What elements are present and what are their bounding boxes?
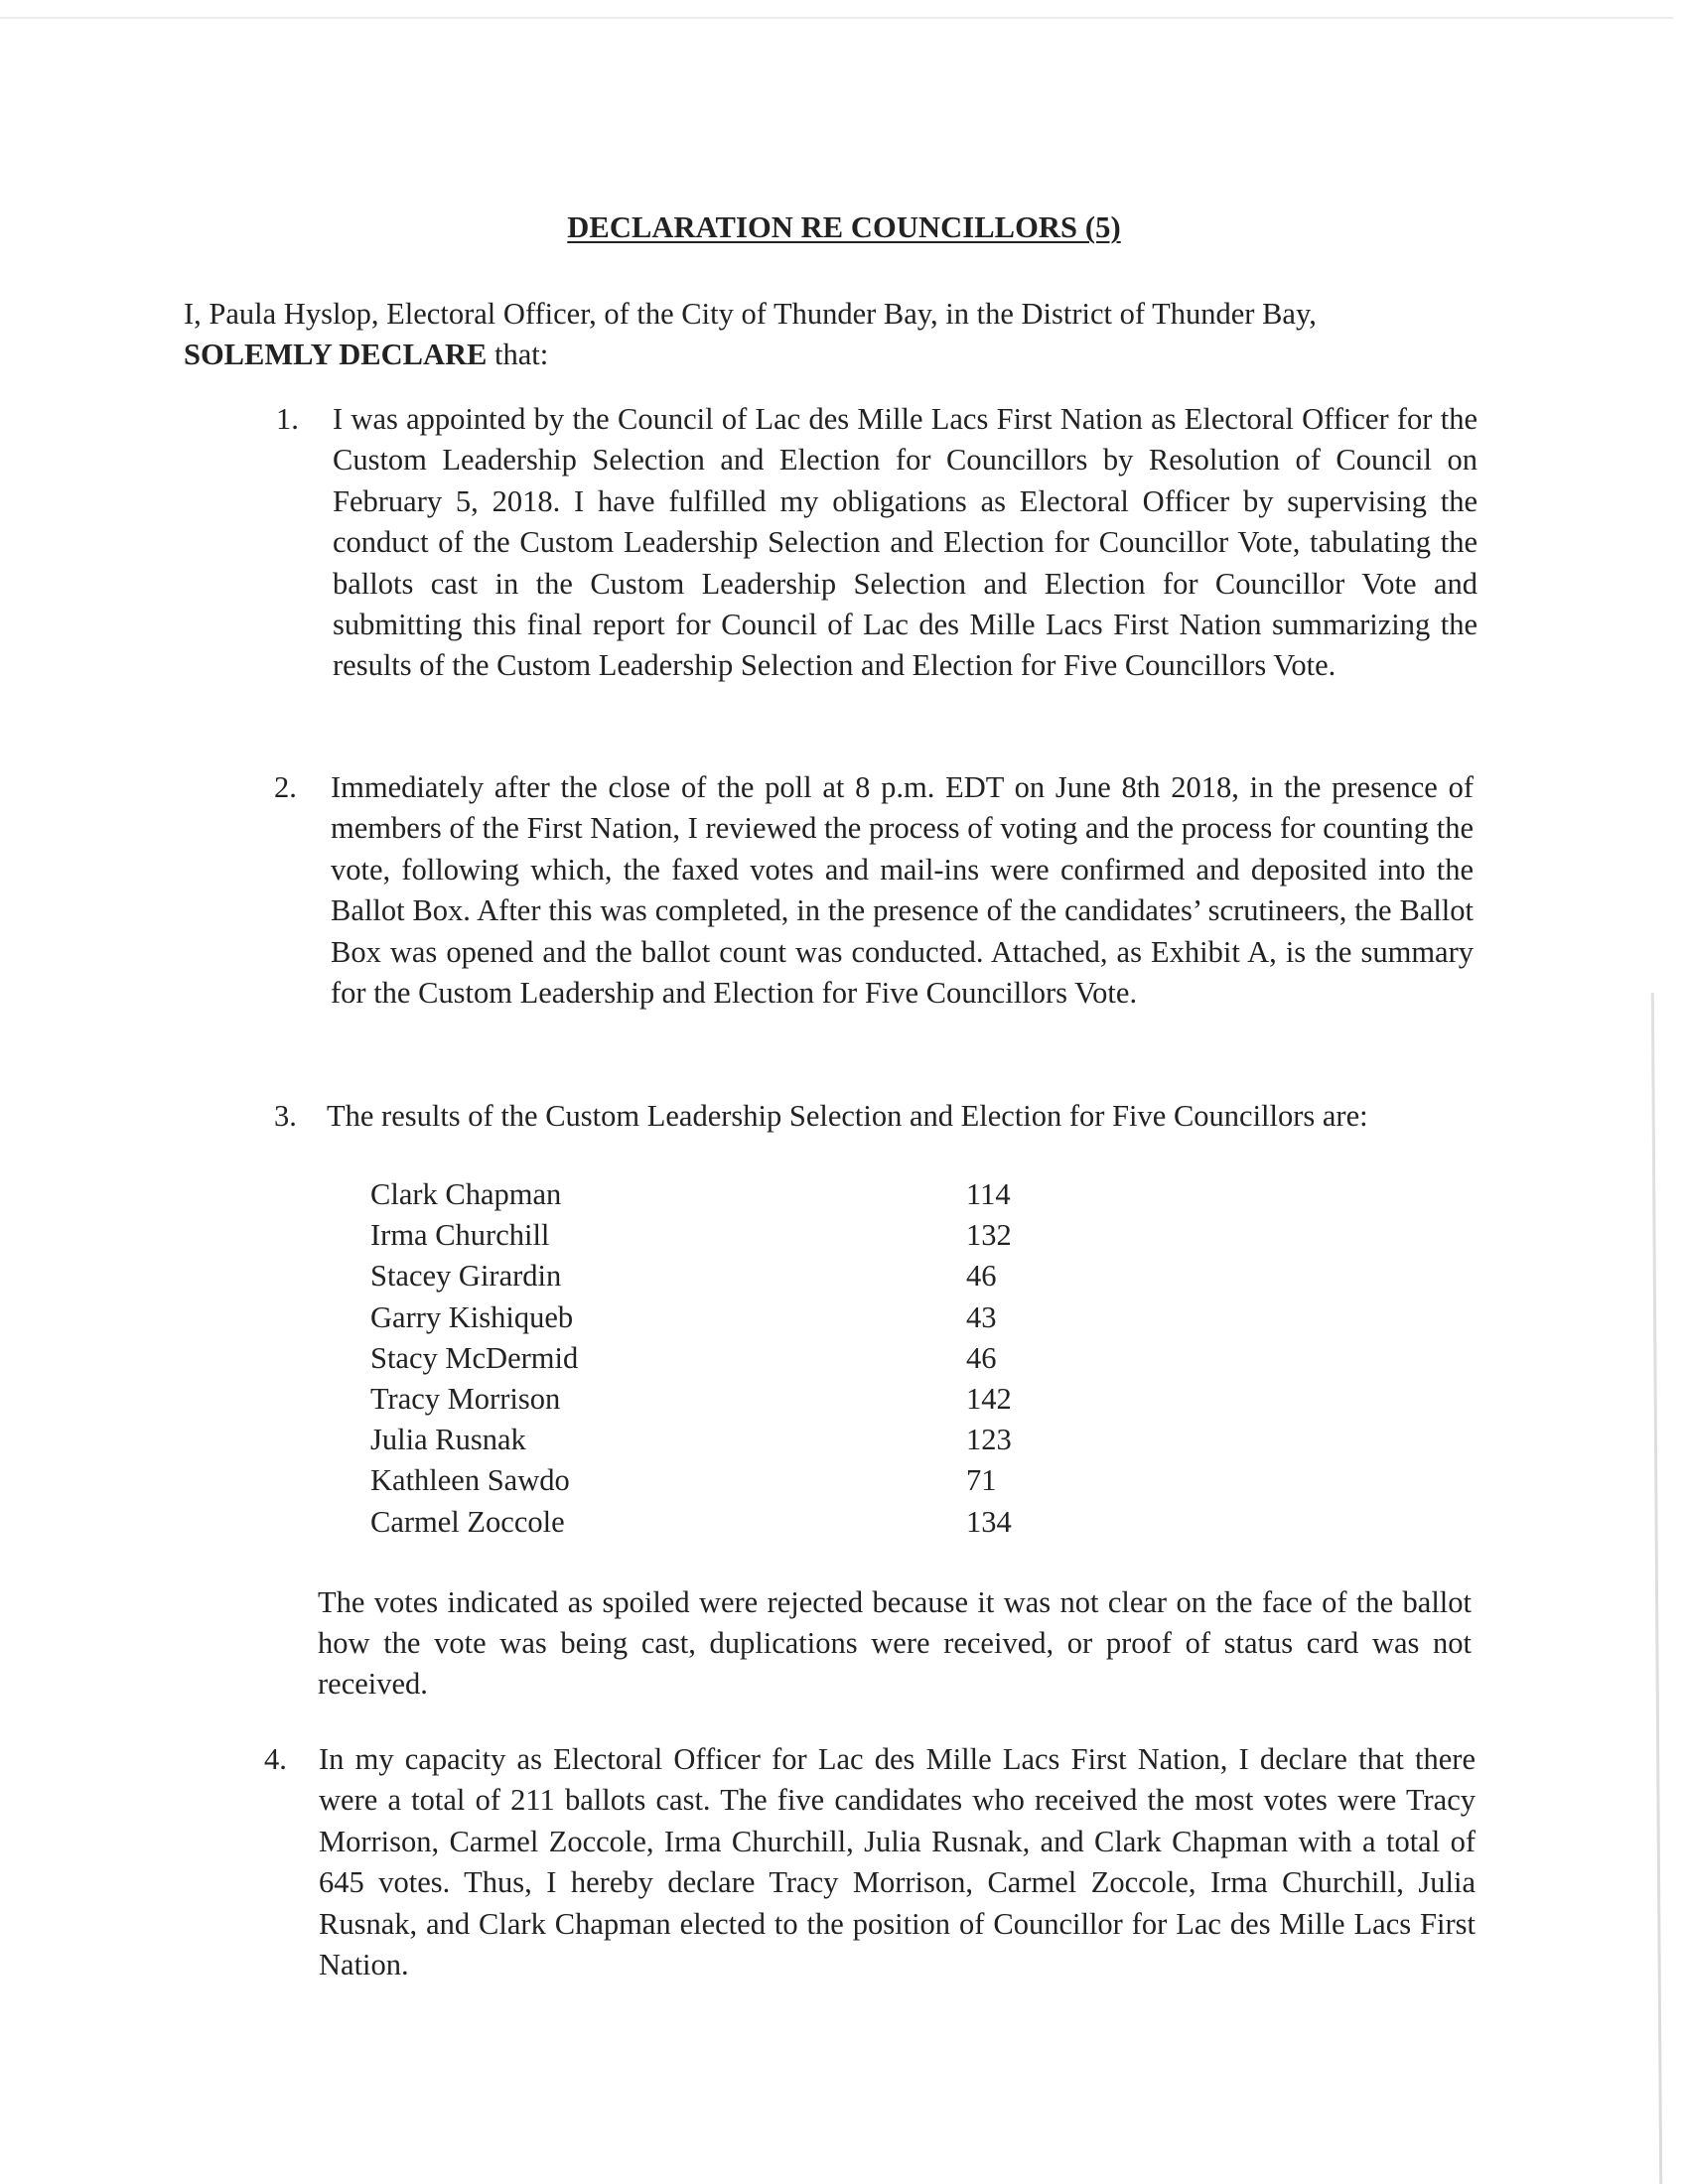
candidate-name: Stacey Girardin — [370, 1259, 562, 1294]
scan-artifact-right-line — [1651, 993, 1662, 2184]
spoiled-votes-note: The votes indicated as spoiled were rejected because it was not clear on the face of the ballot how the vote was being cast, duplications were received, or proof of status card was not received. — [318, 1585, 1472, 1701]
declare-line — [184, 335, 1475, 375]
item-number: 4. — [264, 1742, 287, 1776]
results-row — [370, 1215, 1065, 1256]
candidate-votes: 114 — [966, 1177, 1011, 1211]
results-table — [370, 1174, 1065, 1543]
intro-text: I, Paula Hyslop, Electoral Officer, of the City of Thunder Bay, in the District of Thunder Bay, — [184, 297, 1317, 331]
solemnly-declare: SOLEMLY DECLARE — [184, 338, 488, 371]
numbered-item-4 — [264, 1739, 1476, 1985]
numbered-item-1 — [276, 399, 1477, 687]
results-row — [370, 1460, 1065, 1501]
candidate-votes: 46 — [966, 1259, 997, 1294]
numbered-item-3 — [274, 1096, 1474, 1137]
results-row — [370, 1256, 1065, 1297]
results-row — [370, 1502, 1065, 1543]
candidate-name: Kathleen Sawdo — [370, 1463, 570, 1498]
results-row — [370, 1420, 1065, 1460]
item-text: The results of the Custom Leadership Selection and Election for Five Councillors are: — [327, 1099, 1368, 1133]
intro-paragraph — [184, 294, 1475, 375]
candidate-name: Tracy Morrison — [370, 1381, 561, 1416]
candidate-votes: 134 — [966, 1504, 1012, 1539]
candidate-votes: 123 — [966, 1423, 1012, 1457]
item-number: 1. — [276, 402, 299, 436]
item-text: In my capacity as Electoral Officer for Lac des Mille Lacs First Nation, I declare that there were a total of 211 ballots cast. The five candidates who received the most votes were Tracy Morrison, Carmel Zoccole, Irma Churchill, Julia Rusnak, and Clark Chapman with a total of 645 votes. Thus, I hereby declare Tracy Morrison, Carmel Zoccole, Irma Churchill, Julia Rusnak, and Clark Chapman elected to the position of Councillor for Lac des Mille Lacs First Nation. — [319, 1742, 1476, 1982]
item-number: 2. — [274, 770, 297, 804]
results-row — [370, 1379, 1065, 1420]
item-text: I was appointed by the Council of Lac des Mille Lacs First Nation as Electoral Officer for the Custom Leadership Selection and Election for Councillors by Resolution of Council on February 5, 2018. I have fulfilled my obligations as Electoral Officer by supervising the conduct of the Custom Leadership Selection and Election for Councillor Vote, tabulating the ballots cast in the Custom Leadership Selection and Election for Councillor Vote and submitting this final report for Council of Lac des Mille Lacs First Nation summarizing the results of the Custom Leadership Selection and Election for Five Councillors Vote. — [333, 402, 1477, 683]
candidate-votes: 43 — [966, 1299, 997, 1334]
candidate-name: Julia Rusnak — [370, 1423, 526, 1457]
candidate-name: Garry Kishiqueb — [370, 1299, 574, 1334]
document-title: DECLARATION RE COUNCILLORS (5) — [567, 210, 1121, 244]
candidate-name: Carmel Zoccole — [370, 1504, 565, 1539]
candidate-votes: 142 — [966, 1381, 1012, 1416]
results-row — [370, 1174, 1065, 1215]
candidate-votes: 46 — [966, 1340, 997, 1375]
candidate-votes: 132 — [966, 1218, 1012, 1253]
results-row — [370, 1338, 1065, 1379]
item-number: 3. — [274, 1099, 297, 1133]
candidate-name: Clark Chapman — [370, 1177, 562, 1211]
scan-artifact-top-line — [0, 17, 1673, 19]
candidate-name: Stacy McDermid — [370, 1340, 579, 1375]
candidate-votes: 71 — [966, 1463, 997, 1498]
results-row — [370, 1297, 1065, 1338]
declare-rest: that: — [487, 338, 549, 371]
item-text: Immediately after the close of the poll at 8 p.m. EDT on June 8th 2018, in the presence of members of the First Nation, I reviewed the process of voting and the process for counting the vote, following which, the faxed votes and mail-ins were confirmed and deposited into the Ballot Box. After this was completed, in the presence of the candidates’ scrutineers, the Ballot Box was opened and the ballot count was conducted. Attached, as Exhibit A, is the summary for the Custom Leadership and Election for Five Councillors Vote. — [331, 770, 1474, 1011]
numbered-item-2 — [274, 767, 1474, 1014]
candidate-name: Irma Churchill — [370, 1218, 550, 1253]
